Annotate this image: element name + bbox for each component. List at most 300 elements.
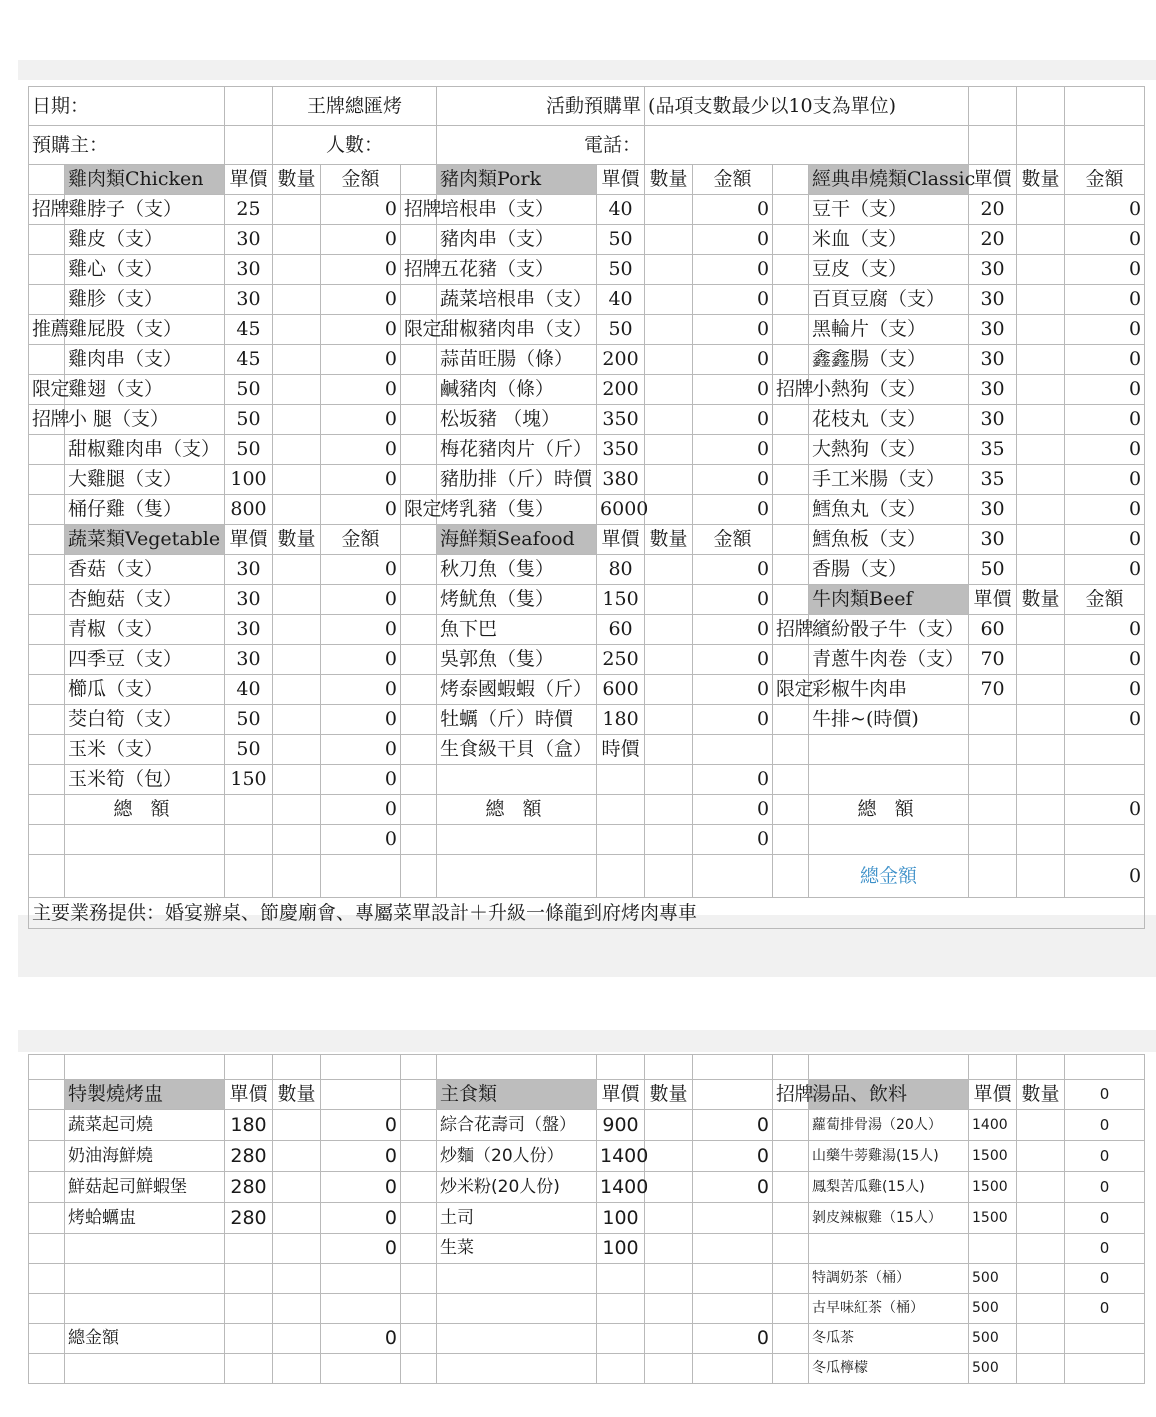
item-badge: [29, 705, 65, 735]
item-badge: [401, 585, 437, 615]
table-row: [29, 1234, 1145, 1264]
menu-item-name: 蔬菜起司燒: [65, 1110, 225, 1141]
section-spacer: [29, 1080, 65, 1110]
menu-item-name: 豆皮（支）: [809, 255, 969, 285]
buyer-input[interactable]: [225, 126, 273, 165]
item-badge: [773, 435, 809, 465]
quantity-cell[interactable]: [645, 225, 693, 255]
item-badge: [773, 495, 809, 525]
quantity-cell[interactable]: [1017, 1203, 1065, 1234]
quantity-cell[interactable]: [1017, 705, 1065, 735]
quantity-cell[interactable]: [645, 495, 693, 525]
quantity-cell[interactable]: [645, 675, 693, 705]
amount-cell: 0: [321, 705, 401, 735]
unit-price: 時價: [597, 735, 645, 765]
empty-cell: [645, 825, 693, 855]
qty-header: 數量: [1017, 585, 1065, 615]
section-title: 主食類: [437, 1080, 597, 1110]
quantity-cell[interactable]: [645, 705, 693, 735]
empty-cell: [321, 1294, 401, 1324]
qty-header: 數量: [273, 165, 321, 195]
unit-price: 50: [597, 255, 645, 285]
table-row: [29, 615, 1145, 645]
quantity-cell[interactable]: [273, 345, 321, 375]
unit-price: 500: [969, 1324, 1017, 1354]
quantity-cell[interactable]: [645, 735, 693, 765]
menu-item-name: 松坂豬 （塊）: [437, 405, 597, 435]
quantity-cell[interactable]: [273, 1110, 321, 1141]
menu-item-name: 玉米（支）: [65, 735, 225, 765]
quantity-cell[interactable]: [273, 1172, 321, 1203]
unit-price: 350: [597, 405, 645, 435]
quantity-cell[interactable]: [645, 615, 693, 645]
classic-total: 0: [1065, 795, 1145, 825]
unit-price: 50: [597, 315, 645, 345]
unit-price-header: 單價: [597, 525, 645, 555]
empty-cell: [597, 1264, 645, 1294]
menu-item-name: 小熱狗（支）: [809, 375, 969, 405]
empty-cell: [1017, 855, 1065, 898]
amount-cell: 0: [321, 585, 401, 615]
item-badge: 招牌: [401, 195, 437, 225]
quantity-cell[interactable]: [645, 1234, 693, 1264]
quantity-cell[interactable]: [1017, 1264, 1065, 1294]
section-spacer: [29, 525, 65, 555]
empty-cell: [437, 825, 597, 855]
amount-cell: 0: [1065, 1141, 1145, 1172]
quantity-cell[interactable]: [645, 435, 693, 465]
unit-price: 250: [597, 645, 645, 675]
menu-item-name: 彩椒牛肉串: [809, 675, 969, 705]
quantity-cell[interactable]: [645, 255, 693, 285]
item-badge: [29, 345, 65, 375]
unit-price: 500: [969, 1264, 1017, 1294]
unit-price: 200: [597, 345, 645, 375]
menu-item-name: 香菇（支）: [65, 555, 225, 585]
quantity-cell[interactable]: [273, 555, 321, 585]
item-badge: [773, 255, 809, 285]
empty-cell: [1017, 1055, 1065, 1080]
empty-cell: [321, 855, 401, 898]
table-row: [29, 795, 1145, 825]
quantity-cell[interactable]: [1017, 315, 1065, 345]
empty-cell: [693, 1055, 773, 1080]
empty-cell: [225, 1354, 273, 1384]
amount-cell: 0: [1065, 645, 1145, 675]
amount-cell: 0: [1065, 1203, 1145, 1234]
table-row: [29, 1324, 1145, 1354]
table-row: [29, 585, 1145, 615]
quantity-cell[interactable]: [273, 225, 321, 255]
item-badge: [773, 225, 809, 255]
empty-cell: [29, 855, 65, 898]
empty-cell: [225, 795, 273, 825]
amount-cell: 0: [1065, 405, 1145, 435]
item-badge: 限定: [401, 495, 437, 525]
quantity-cell[interactable]: [273, 1203, 321, 1234]
empty-cell: [597, 855, 645, 898]
amount-cell: 0: [693, 435, 773, 465]
menu-item-name: 鱈魚丸（支）: [809, 495, 969, 525]
special-total-label: 總金額: [65, 1324, 225, 1354]
quantity-cell[interactable]: [273, 1141, 321, 1172]
item-badge: [29, 735, 65, 765]
menu-item-name: 雞胗（支）: [65, 285, 225, 315]
extra-amount: 0: [693, 825, 773, 855]
empty-cell: [1065, 765, 1145, 795]
unit-price-header: 單價: [225, 165, 273, 195]
quantity-cell[interactable]: [1017, 1294, 1065, 1324]
table-row: [29, 1055, 1145, 1080]
unit-price: 150: [225, 765, 273, 795]
item-badge: [29, 435, 65, 465]
item-badge: [773, 405, 809, 435]
empty-cell: [225, 1324, 273, 1354]
section-spacer: [29, 1203, 65, 1234]
menu-item-name: 雞翅（支）: [65, 375, 225, 405]
quantity-cell[interactable]: [273, 465, 321, 495]
grand-total-label: 總金額: [809, 855, 969, 898]
quantity-cell[interactable]: [1017, 675, 1065, 705]
amount-cell: 0: [1065, 435, 1145, 465]
quantity-cell[interactable]: [645, 645, 693, 675]
sheet-top-band: [18, 60, 1156, 80]
unit-price: 25: [225, 195, 273, 225]
quantity-cell[interactable]: [645, 315, 693, 345]
amount-cell: 0: [321, 1234, 401, 1264]
empty-cell: [969, 795, 1017, 825]
empty-cell: [65, 855, 225, 898]
empty-cell: [401, 1294, 437, 1324]
quantity-cell[interactable]: [1017, 285, 1065, 315]
item-badge: 限定: [773, 675, 809, 705]
empty-cell: [437, 1324, 597, 1354]
quantity-cell[interactable]: [645, 1203, 693, 1234]
quantity-cell[interactable]: [1017, 1234, 1065, 1264]
table-row: [29, 255, 1145, 285]
menu-item-name: 香腸（支）: [809, 555, 969, 585]
amount-cell: 0: [1065, 315, 1145, 345]
quantity-cell[interactable]: [1017, 555, 1065, 585]
empty-cell: [273, 1055, 321, 1080]
unit-price: 6000: [597, 495, 645, 525]
quantity-cell[interactable]: [1017, 615, 1065, 645]
empty-cell: [693, 1264, 773, 1294]
amount-cell: [693, 1203, 773, 1234]
item-badge: [401, 555, 437, 585]
table-row: [29, 126, 1145, 165]
quantity-cell[interactable]: [645, 405, 693, 435]
quantity-cell[interactable]: [273, 255, 321, 285]
menu-item-name: 蘿蔔排骨湯（20人）: [809, 1110, 969, 1141]
unit-price: 40: [597, 285, 645, 315]
item-badge: [401, 345, 437, 375]
table-row: [29, 1203, 1145, 1234]
quantity-cell[interactable]: [645, 585, 693, 615]
menu-item-name: 梅花豬肉片（斤）: [437, 435, 597, 465]
menu-item-name: 米血（支）: [809, 225, 969, 255]
quantity-cell[interactable]: [273, 765, 321, 795]
quantity-cell[interactable]: [645, 555, 693, 585]
table-row: [29, 735, 1145, 765]
menu-item-name: 鹹豬肉（條）: [437, 375, 597, 405]
item-badge: 招牌: [29, 195, 65, 225]
menu-item-name: 四季豆（支）: [65, 645, 225, 675]
amount-cell: 0: [693, 1172, 773, 1203]
table-row: [29, 705, 1145, 735]
amount-cell: 0: [693, 555, 773, 585]
amount-cell: 0: [693, 765, 773, 795]
menu-item-name: 古早味紅茶（桶）: [809, 1294, 969, 1324]
item-badge: [773, 705, 809, 735]
unit-price: 35: [969, 465, 1017, 495]
amount-cell: 0: [693, 255, 773, 285]
empty-cell: [401, 1264, 437, 1294]
empty-cell: [645, 1055, 693, 1080]
phone-input[interactable]: [645, 126, 969, 165]
menu-item-name: [65, 1234, 225, 1264]
quantity-cell[interactable]: [1017, 195, 1065, 225]
section-spacer: [773, 1324, 809, 1354]
item-badge: [401, 615, 437, 645]
section-spacer: [401, 1172, 437, 1203]
amount-cell: 0: [1065, 1234, 1145, 1264]
item-badge: [401, 645, 437, 675]
table-row: [29, 525, 1145, 555]
amount-cell: 0: [693, 1141, 773, 1172]
quantity-cell[interactable]: [273, 615, 321, 645]
quantity-cell[interactable]: [645, 1172, 693, 1203]
unit-price: 30: [969, 285, 1017, 315]
unit-price: 50: [969, 555, 1017, 585]
item-badge: [773, 525, 809, 555]
empty-cell: [597, 1055, 645, 1080]
item-badge: [401, 225, 437, 255]
empty-cell: [969, 735, 1017, 765]
quantity-cell[interactable]: [645, 345, 693, 375]
quantity-cell[interactable]: [273, 315, 321, 345]
unit-price: 600: [597, 675, 645, 705]
unit-price: 50: [225, 435, 273, 465]
unit-price: 180: [225, 1110, 273, 1141]
quantity-cell[interactable]: [273, 285, 321, 315]
unit-price: 30: [969, 405, 1017, 435]
amount-cell: 0: [693, 405, 773, 435]
section-spacer: [401, 1203, 437, 1234]
date-label: 日期：: [29, 87, 225, 126]
amount-cell: 0: [321, 315, 401, 345]
quantity-cell[interactable]: [1017, 435, 1065, 465]
order-form-sheet-1: [28, 86, 1145, 929]
unit-price: 30: [225, 615, 273, 645]
item-badge: [29, 645, 65, 675]
empty-cell: [1065, 825, 1145, 855]
item-badge: 招牌: [773, 1080, 809, 1110]
menu-item-name: 鑫鑫腸（支）: [809, 345, 969, 375]
quantity-cell[interactable]: [273, 675, 321, 705]
quantity-cell[interactable]: [645, 1110, 693, 1141]
quantity-cell[interactable]: [645, 465, 693, 495]
quantity-cell[interactable]: [1017, 1141, 1065, 1172]
buyer-label: 預購主：: [29, 126, 225, 165]
unit-price-header: 單價: [597, 1080, 645, 1110]
section-title: 雞肉類Chicken: [65, 165, 225, 195]
unit-price: 70: [969, 675, 1017, 705]
empty-cell: [1065, 735, 1145, 765]
item-badge: 招牌: [29, 405, 65, 435]
empty-cell: [969, 126, 1017, 165]
empty-cell: [225, 87, 273, 126]
item-badge: [401, 405, 437, 435]
empty-cell: [773, 765, 809, 795]
quantity-cell[interactable]: [273, 195, 321, 225]
unit-price: 1500: [969, 1172, 1017, 1203]
menu-item-name: 甜椒雞肉串（支）: [65, 435, 225, 465]
amount-cell: 0: [321, 465, 401, 495]
empty-cell: [29, 825, 65, 855]
section-spacer: [773, 1203, 809, 1234]
menu-item-name: 秋刀魚（隻）: [437, 555, 597, 585]
menu-item-name: 大熱狗（支）: [809, 435, 969, 465]
quantity-cell[interactable]: [1017, 1324, 1065, 1354]
amount-cell: 0: [321, 375, 401, 405]
item-badge: [29, 585, 65, 615]
quantity-cell[interactable]: [645, 1141, 693, 1172]
quantity-cell[interactable]: [273, 705, 321, 735]
quantity-cell[interactable]: [645, 195, 693, 225]
amount-cell: 0: [321, 345, 401, 375]
unit-price: 50: [597, 225, 645, 255]
quantity-cell[interactable]: [1017, 375, 1065, 405]
table-row: [29, 1172, 1145, 1203]
empty-cell: [65, 1264, 225, 1294]
quantity-cell[interactable]: [645, 285, 693, 315]
amount-cell: 0: [693, 615, 773, 645]
quantity-cell[interactable]: [1017, 255, 1065, 285]
amount-cell: 0: [321, 255, 401, 285]
item-badge: [401, 285, 437, 315]
unit-price: 800: [225, 495, 273, 525]
grand-total-value: 0: [1065, 855, 1145, 898]
quantity-cell[interactable]: [1017, 1110, 1065, 1141]
section-spacer: [773, 1234, 809, 1264]
empty-cell: [29, 795, 65, 825]
empty-cell: [809, 1055, 969, 1080]
staple-total-value: 0: [693, 1324, 773, 1354]
quantity-cell[interactable]: [1017, 225, 1065, 255]
empty-cell: [401, 1324, 437, 1354]
quantity-cell[interactable]: [273, 585, 321, 615]
quantity-cell[interactable]: [273, 495, 321, 525]
quantity-cell[interactable]: [1017, 345, 1065, 375]
section-title: 豬肉類Pork: [437, 165, 597, 195]
unit-price: [969, 705, 1017, 735]
unit-price: 100: [225, 465, 273, 495]
quantity-cell[interactable]: [1017, 1354, 1065, 1384]
quantity-cell[interactable]: [1017, 1172, 1065, 1203]
unit-price: 30: [969, 495, 1017, 525]
footer-services: 主要業務提供：婚宴辦桌、節慶廟會、專屬菜單設計＋升級一條龍到府烤肉專車: [29, 898, 1145, 929]
quantity-cell[interactable]: [1017, 645, 1065, 675]
section-spacer: [773, 1141, 809, 1172]
item-badge: [401, 465, 437, 495]
section-spacer: [401, 1141, 437, 1172]
amount-cell: 0: [693, 345, 773, 375]
menu-item-name: 鱈魚板（支）: [809, 525, 969, 555]
menu-item-name: 山藥牛蒡雞湯(15人): [809, 1141, 969, 1172]
table-row: [29, 315, 1145, 345]
amount-cell: 0: [693, 645, 773, 675]
amount-cell: 0: [1065, 1294, 1145, 1324]
empty-cell: [321, 1264, 401, 1294]
item-badge: [29, 495, 65, 525]
quantity-cell[interactable]: [273, 1234, 321, 1264]
item-badge: 招牌: [773, 615, 809, 645]
menu-item-name: 生食級干貝（盒）: [437, 735, 597, 765]
section-spacer: [401, 525, 437, 555]
qty-header: 數量: [645, 525, 693, 555]
quantity-cell[interactable]: [1017, 525, 1065, 555]
amount-cell: 0: [1065, 375, 1145, 405]
menu-item-name: 鮮菇起司鮮蝦堡: [65, 1172, 225, 1203]
section-spacer: [773, 1172, 809, 1203]
empty-cell: [773, 1055, 809, 1080]
section-title: 牛肉類Beef: [809, 585, 969, 615]
menu-item-name: 雞心（支）: [65, 255, 225, 285]
unit-price: 1400: [597, 1141, 645, 1172]
unit-price: 20: [969, 225, 1017, 255]
menu-item-name: 冬瓜檸檬: [809, 1354, 969, 1384]
empty-cell: [773, 825, 809, 855]
amount-cell: 0: [1065, 555, 1145, 585]
unit-price: 1500: [969, 1203, 1017, 1234]
section-title: 特製燒烤盅: [65, 1080, 225, 1110]
quantity-cell[interactable]: [273, 405, 321, 435]
unit-price: 60: [597, 615, 645, 645]
qty-header: 數量: [645, 1080, 693, 1110]
quantity-cell[interactable]: [645, 375, 693, 405]
quantity-cell[interactable]: [1017, 465, 1065, 495]
menu-item-name: [809, 1234, 969, 1264]
menu-item-name: 甜椒豬肉串（支）: [437, 315, 597, 345]
menu-item-name: 雞屁股（支）: [65, 315, 225, 345]
quantity-cell[interactable]: [1017, 405, 1065, 435]
menu-item-name: 豬肉串（支）: [437, 225, 597, 255]
unit-price-header: 單價: [969, 165, 1017, 195]
empty-cell: [65, 1354, 225, 1384]
quantity-cell[interactable]: [273, 645, 321, 675]
amount-cell: [1065, 1354, 1145, 1384]
table-row: [29, 225, 1145, 255]
menu-item-name: 烤乳豬（隻）: [437, 495, 597, 525]
empty-cell: [273, 1264, 321, 1294]
menu-item-name: 五花豬（支）: [437, 255, 597, 285]
table-row: [29, 1294, 1145, 1324]
menu-item-name: 培根串（支）: [437, 195, 597, 225]
quantity-cell[interactable]: [1017, 495, 1065, 525]
quantity-cell[interactable]: [645, 765, 693, 795]
amount-cell: 0: [1065, 1264, 1145, 1294]
unit-price: 280: [225, 1141, 273, 1172]
quantity-cell[interactable]: [273, 375, 321, 405]
section-spacer: [401, 1080, 437, 1110]
section-spacer: [401, 1234, 437, 1264]
amount-header: [321, 1080, 401, 1110]
quantity-cell[interactable]: [273, 735, 321, 765]
table-row: [29, 675, 1145, 705]
amount-cell: 0: [1065, 615, 1145, 645]
quantity-cell[interactable]: [273, 435, 321, 465]
